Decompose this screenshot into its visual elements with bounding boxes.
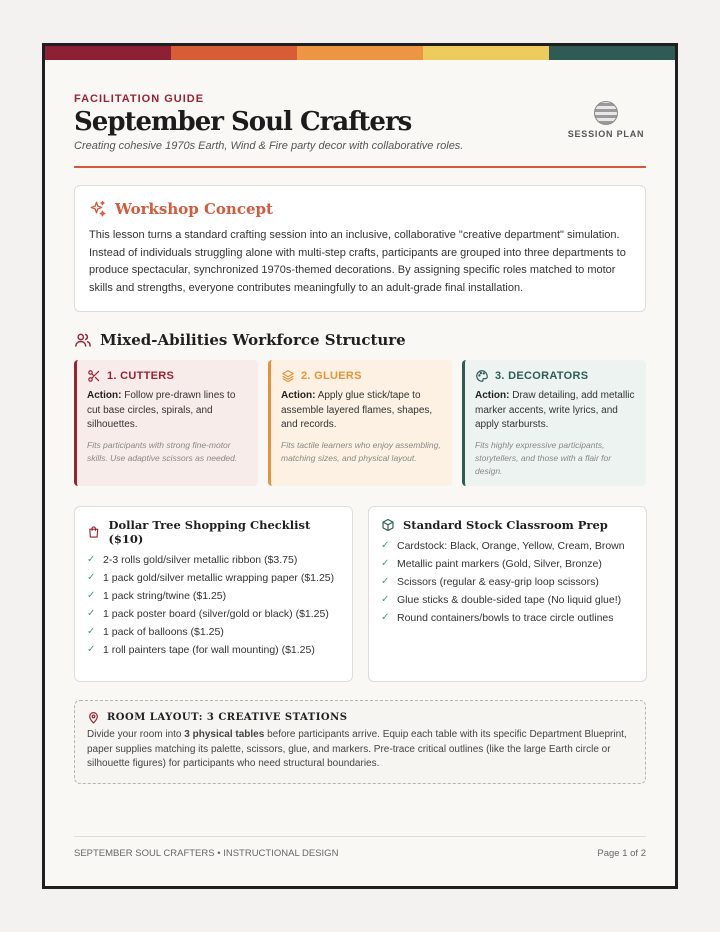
page-footer: [74, 836, 646, 859]
dept-name: 2. GLUERS: [301, 370, 362, 382]
concept-title: Workshop Concept: [115, 200, 273, 218]
list-item: [87, 571, 340, 585]
shopping-bag-icon: [87, 525, 100, 539]
check-icon: ✓: [381, 612, 390, 623]
list-item: [87, 643, 340, 657]
list-item-text: Round containers/bowls to trace circle outlines: [397, 612, 614, 624]
page-header: [74, 93, 646, 168]
room-text-start: Divide your room into: [87, 729, 185, 740]
layers-icon: [281, 369, 295, 383]
users-icon: [74, 331, 92, 349]
list-item-text: Cardstock: Black, Orange, Yellow, Cream, Brown: [397, 540, 625, 552]
page-subtitle: Creating cohesive 1970s Earth, Wind & Fire party decor with collaborative roles.: [74, 139, 464, 152]
stock-title: Standard Stock Classroom Prep: [403, 518, 608, 532]
check-icon: ✓: [87, 608, 96, 619]
dept-action: [87, 389, 248, 433]
box-icon: [381, 518, 395, 532]
dept-heading: [87, 369, 248, 383]
dept-note: Fits tactile learners who enjoy assembling, matching sizes, and physical layout.: [281, 439, 441, 463]
dept-heading: [475, 369, 636, 383]
list-item: [87, 589, 340, 603]
list-item: [87, 553, 340, 567]
check-icon: ✓: [87, 572, 96, 583]
dept-card-decorators: [462, 360, 646, 486]
dept-action: [475, 389, 636, 433]
action-text: Draw detailing, add metallic marker accents, write lyrics, and apply starbursts.: [475, 390, 635, 430]
dept-note: Fits participants with strong fine-motor skills. Use adaptive scissors as needed.: [87, 439, 238, 463]
stripe-segment: [423, 46, 549, 60]
sparkles-icon: [89, 200, 107, 218]
footer-left: SEPTEMBER SOUL CRAFTERS • INSTRUCTIONAL DESIGN: [74, 848, 339, 859]
room-body: [87, 728, 633, 772]
session-plan-label: SESSION PLAN: [567, 129, 645, 139]
stock-list: [381, 539, 634, 625]
list-item-text: 1 pack poster board (silver/gold or black) ($1.25): [103, 608, 329, 620]
check-icon: ✓: [87, 590, 96, 601]
list-item-text: 2-3 rolls gold/silver metallic ribbon ($3.75): [103, 554, 298, 566]
document-page: [42, 43, 678, 889]
concept-heading: [89, 200, 631, 218]
stock-prep-card: [368, 506, 647, 682]
dept-heading: [281, 369, 442, 383]
list-item: [87, 607, 340, 621]
room-heading: [87, 711, 633, 724]
dept-card-cutters: [74, 360, 258, 486]
list-item-text: Scissors (regular & easy-grip loop scissors): [397, 576, 599, 588]
page-title: September Soul Crafters: [74, 107, 412, 137]
stripe-segment: [549, 46, 675, 60]
shopping-list: [87, 553, 340, 657]
room-layout-callout: [74, 700, 646, 784]
action-text: Follow pre-drawn lines to cut base circles, spirals, and silhouettes.: [87, 390, 236, 430]
workforce-title: Mixed-Abilities Workforce Structure: [100, 331, 406, 349]
dept-note: Fits highly expressive participants, storytellers, and those with a flair for design.: [475, 439, 612, 476]
departments-row: [74, 360, 646, 486]
color-stripe: [45, 46, 675, 60]
list-item: [381, 557, 634, 571]
list-item: [381, 593, 634, 607]
scissors-icon: [87, 369, 101, 383]
disco-ball-icon: [594, 101, 618, 125]
check-icon: ✓: [87, 554, 96, 565]
list-item-text: 1 roll painters tape (for wall mounting) ($1.25): [103, 644, 315, 656]
list-item: [381, 575, 634, 589]
check-icon: ✓: [87, 644, 96, 655]
dept-action: [281, 389, 442, 433]
check-icon: ✓: [381, 576, 390, 587]
session-badge: [566, 101, 646, 139]
eyebrow-label: FACILITATION GUIDE: [74, 93, 205, 105]
list-item: [381, 611, 634, 625]
list-item: [87, 625, 340, 639]
workforce-heading: [74, 331, 406, 349]
concept-body: This lesson turns a standard crafting session into an inclusive, collaborative "creative department" simulation. Instead of individuals struggling alone with multi-step crafts, participants are grouped into three departments to produce spectacular, synchronized 1970s-themed decorations. By assigning specific roles matched to motor skills and strengths, everyone contributes meaningfully to an adult-grade final installation.: [89, 229, 626, 294]
list-item-text: 1 pack gold/silver metallic wrapping paper ($1.25): [103, 572, 335, 584]
dept-name: 3. DECORATORS: [495, 370, 589, 382]
page-number: Page 1 of 2: [597, 848, 646, 859]
palette-icon: [475, 369, 489, 383]
room-text-bold: 3 physical tables: [184, 729, 265, 740]
shopping-title: Dollar Tree Shopping Checklist ($10): [108, 518, 311, 546]
list-item-text: 1 pack of balloons ($1.25): [103, 626, 224, 638]
action-label: Action:: [87, 390, 122, 401]
room-text-end: before participants arrive. Equip each table with its specific Department Blueprint, paper supplies matching its palette, scissors, glue, and markers. Pre-trace critical outlines (like the large Earth circle or silhouette figures) for participants who need structural boundaries.: [87, 729, 627, 769]
dept-name: 1. CUTTERS: [107, 370, 175, 382]
check-icon: ✓: [381, 558, 390, 569]
shopping-checklist-card: [74, 506, 353, 682]
dept-card-gluers: [268, 360, 452, 486]
stripe-segment: [171, 46, 297, 60]
list-item-text: Glue sticks & double-sided tape (No liquid glue!): [397, 594, 622, 606]
workshop-concept-card: [74, 185, 646, 312]
stripe-segment: [45, 46, 171, 60]
check-icon: ✓: [87, 626, 96, 637]
list-item-text: Metallic paint markers (Gold, Silver, Bronze): [397, 558, 602, 570]
shopping-heading: [87, 518, 340, 546]
action-text: Apply glue stick/tape to assemble layered flames, shapes, and records.: [281, 390, 433, 430]
action-label: Action:: [281, 390, 316, 401]
check-icon: ✓: [381, 540, 390, 551]
check-icon: ✓: [381, 594, 390, 605]
action-label: Action:: [475, 390, 510, 401]
stripe-segment: [297, 46, 423, 60]
list-item-text: 1 pack string/twine ($1.25): [103, 590, 227, 602]
room-title: ROOM LAYOUT: 3 CREATIVE STATIONS: [107, 712, 348, 723]
stock-heading: [381, 518, 634, 532]
map-pin-icon: [87, 711, 100, 724]
list-item: [381, 539, 634, 553]
